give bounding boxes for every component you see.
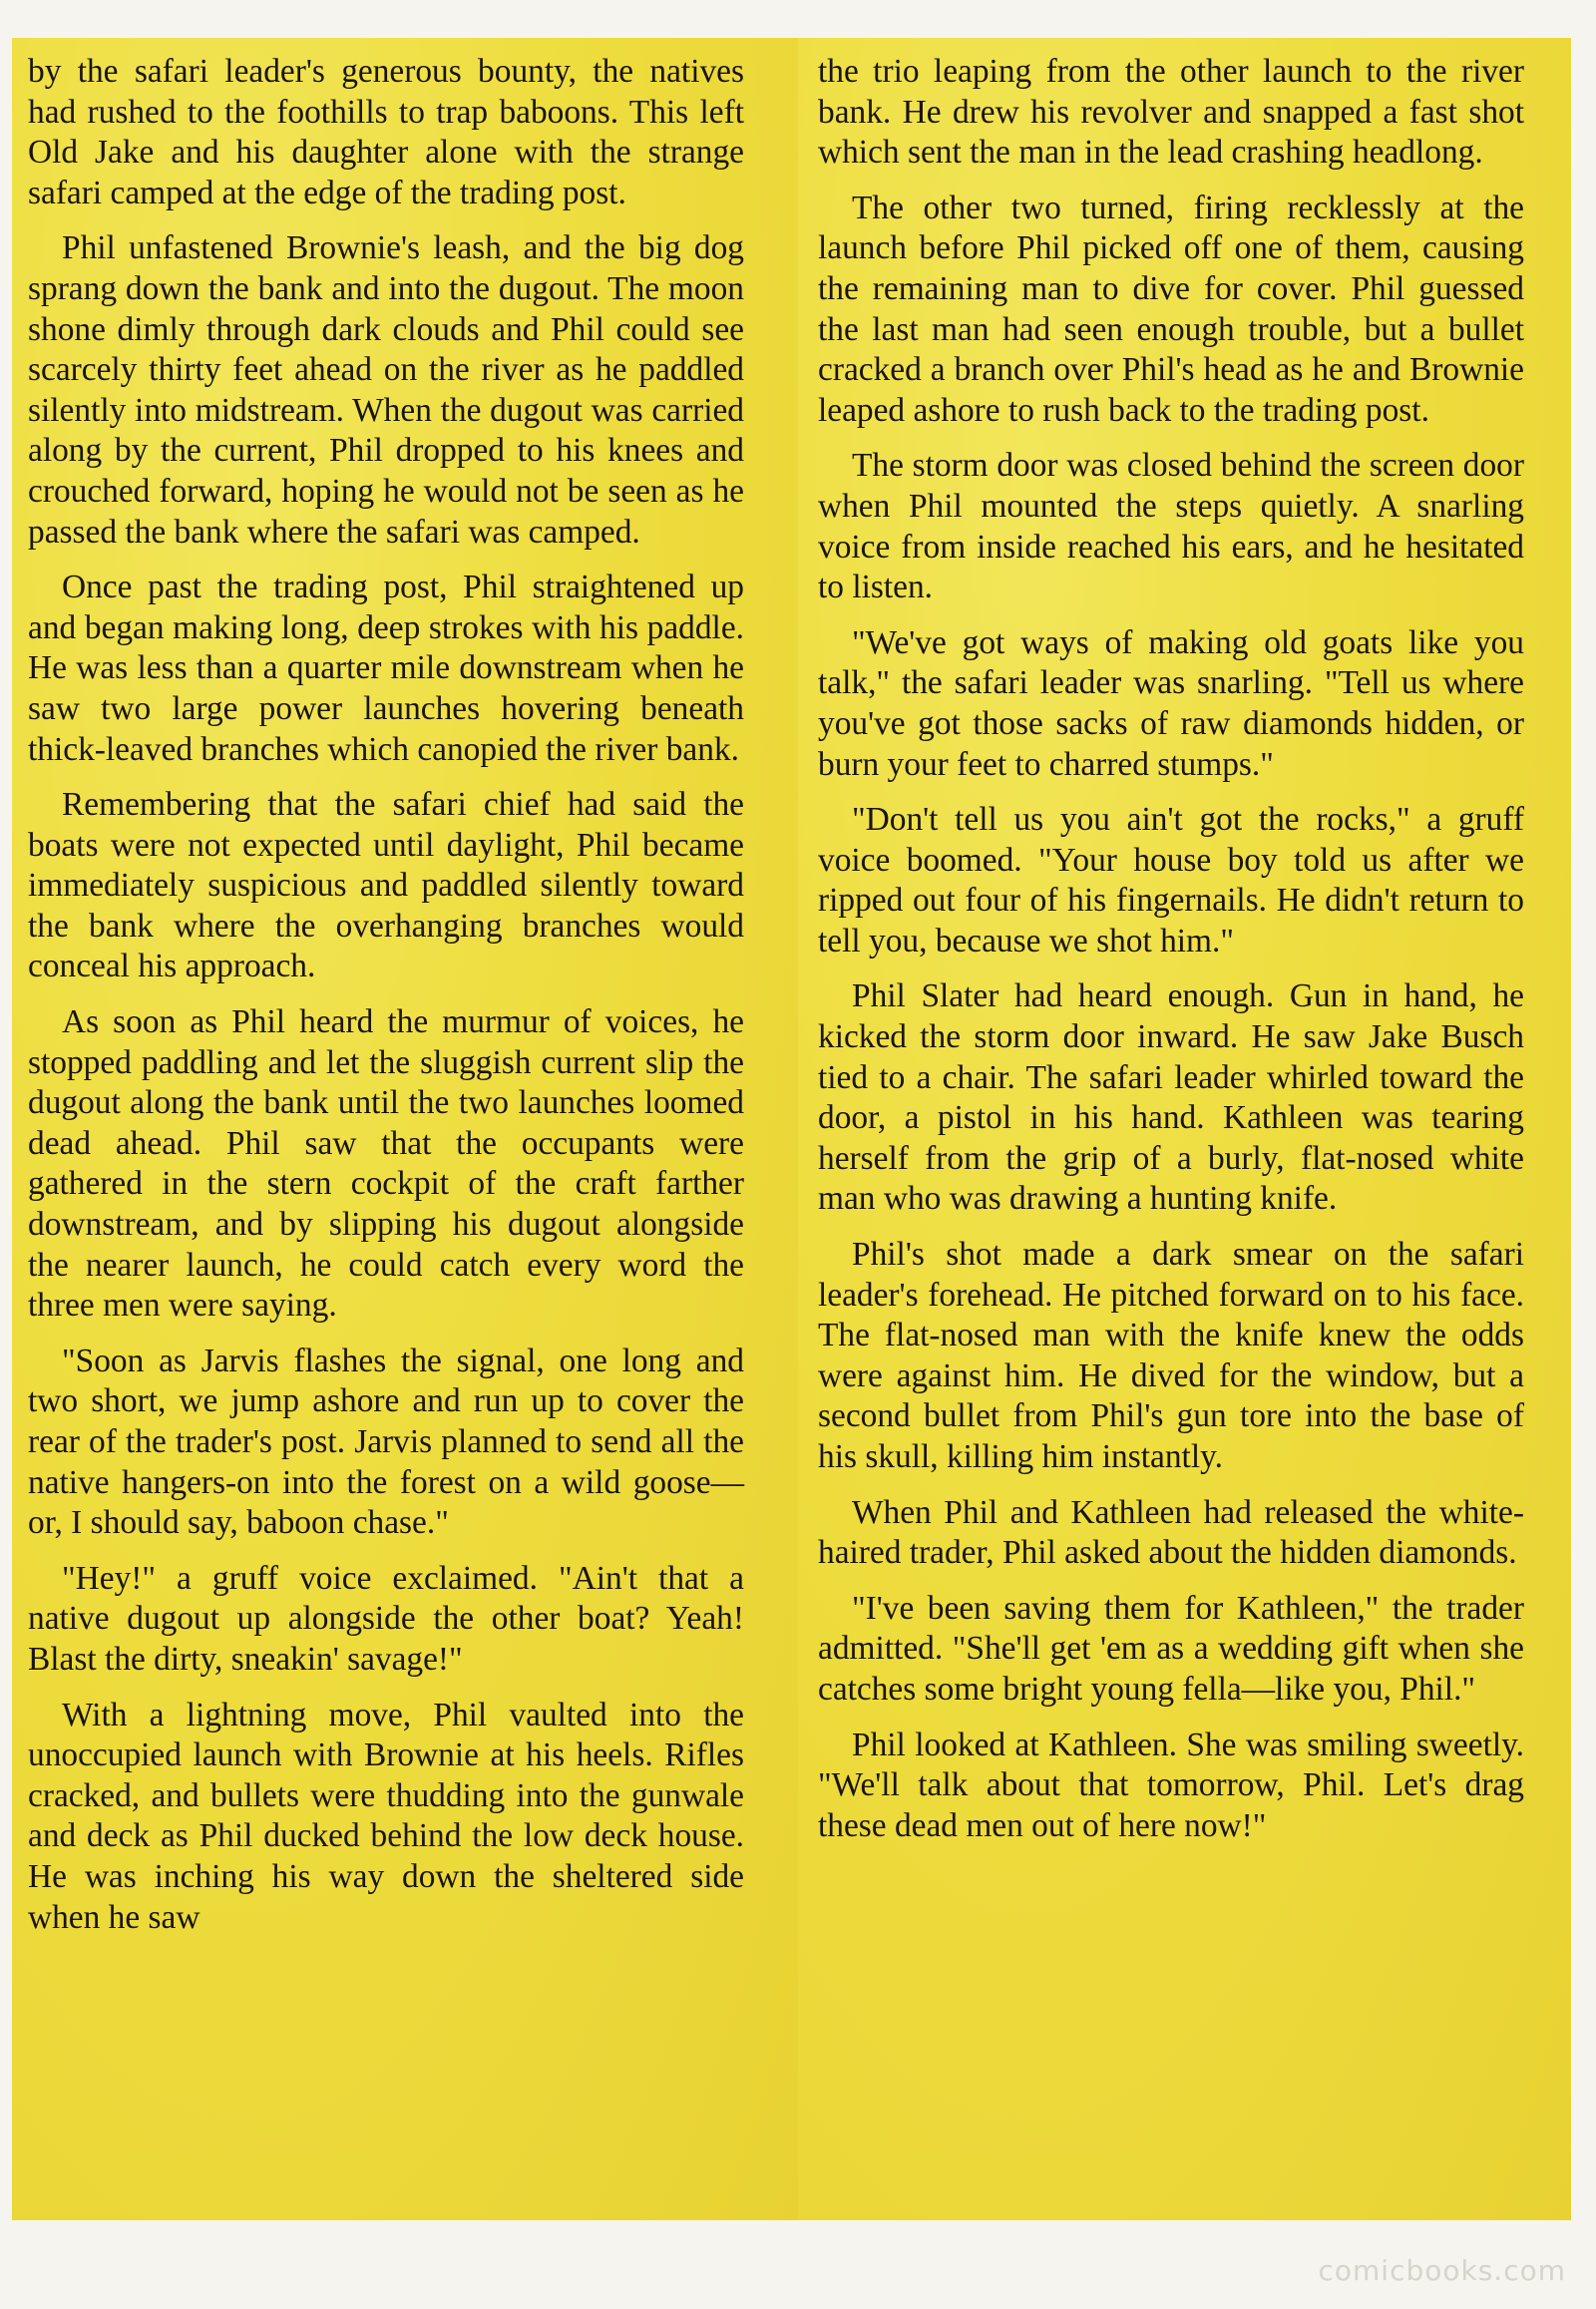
paragraph: "Don't tell us you ain't got the rocks," a gruff voice boomed. "Your house boy told us after we ripped out four of his fingernails. He didn't return to tell you, because we shot him." [818, 801, 1524, 960]
paragraph: Phil Slater had heard enough. Gun in hand, he kicked the storm door inward. He saw Jake Busch tied to a chair. The safari leader whirled toward the door, a pistol in his hand. Kathleen was tearing herself from the grip of a burly, flat-nosed white man who was drawing a hunting knife. [818, 977, 1524, 1218]
right-text-column [818, 52, 1524, 1861]
paragraph: As soon as Phil heard the murmur of voices, he stopped paddling and let the sluggish current slip the dugout along the bank until the two launches loomed dead ahead. Phil saw that the occupants were gathered in the stern cockpit of the craft farther downstream, and by slipping his dugout alongside the nearer launch, he could catch every word the three men were saying. [28, 1003, 744, 1325]
paragraph: When Phil and Kathleen had released the white-haired trader, Phil asked about the hidden diamonds. [818, 1493, 1524, 1572]
paragraph: The other two turned, firing recklessly at the launch before Phil picked off one of them, causing the remaining man to dive for cover. Phil guessed the last man had seen enough trouble, but a bullet cracked a branch over Phil's head as he and Brownie leaped ashore to rush back to the trading post. [818, 189, 1524, 429]
paragraph: Phil looked at Kathleen. She was smiling sweetly. "We'll talk about that tomorrow, Phil. Let's drag these dead men out of here now!" [818, 1726, 1524, 1844]
left-text-column [28, 52, 744, 1953]
paragraph: "Soon as Jarvis flashes the signal, one long and two short, we jump ashore and run up to cover the rear of the trader's post. Jarvis planned to send all the native hangers-on into the forest on a wild goose—or, I should say, baboon chase." [28, 1342, 744, 1542]
paragraph: The storm door was closed behind the screen door when Phil mounted the steps quietly. A snarling voice from inside reached his ears, and he hesitated to listen. [818, 447, 1524, 606]
paragraph: by the safari leader's generous bounty, the natives had rushed to the foothills to trap baboons. This left Old Jake and his daughter alone with the strange safari camped at the edge of the trading post. [28, 53, 744, 211]
paragraph: Phil's shot made a dark smear on the safari leader's forehead. He pitched forward on to his face. The flat-nosed man with the knife knew the odds were against him. He dived for the window, but a second bullet from Phil's gun tore into the base of his skull, killing him instantly. [818, 1236, 1524, 1475]
paragraph: the trio leaping from the other launch to the river bank. He drew his revolver and snapped a fast shot which sent the man in the lead crashing headlong. [818, 53, 1524, 172]
watermark: comicbooks.com [1318, 2254, 1566, 2287]
paragraph: Phil unfastened Brownie's leash, and the big dog sprang down the bank and into the dugout. The moon shone dimly through dark clouds and Phil could see scarcely thirty feet ahead on the river as he paddled silently into midstream. When the dugout was carried along by the current, Phil dropped to his knees and crouched forward, hoping he would not be seen as he passed the bank where the safari was camped. [28, 229, 744, 551]
paragraph: "I've been saving them for Kathleen," the trader admitted. "She'll get 'em as a wedding gift when she catches some bright young fella—like you, Phil." [818, 1589, 1524, 1708]
paragraph: With a lightning move, Phil vaulted into the unoccupied launch with Brownie at his heels. Rifles cracked, and bullets were thudding into the gunwale and deck as Phil ducked behind the low deck house. He was inching his way down the sheltered side when he saw [28, 1696, 744, 1936]
paragraph: Remembering that the safari chief had said the boats were not expected until daylight, Phil became immediately suspicious and paddled silently toward the bank where the overhanging branches would conceal his approach. [28, 786, 744, 985]
paragraph: "We've got ways of making old goats like you talk," the safari leader was snarling. "Tell us where you've got those sacks of raw diamonds hidden, or burn your feet to charred stumps." [818, 623, 1524, 783]
paragraph: Once past the trading post, Phil straightened up and began making long, deep strokes with his paddle. He was less than a quarter mile downstream when he saw two large power launches hovering beneath thick-leaved branches which canopied the river bank. [28, 569, 744, 768]
paragraph: "Hey!" a gruff voice exclaimed. "Ain't that a native dugout up alongside the other boat? Yeah! Blast the dirty, sneakin' savage!" [28, 1559, 744, 1678]
